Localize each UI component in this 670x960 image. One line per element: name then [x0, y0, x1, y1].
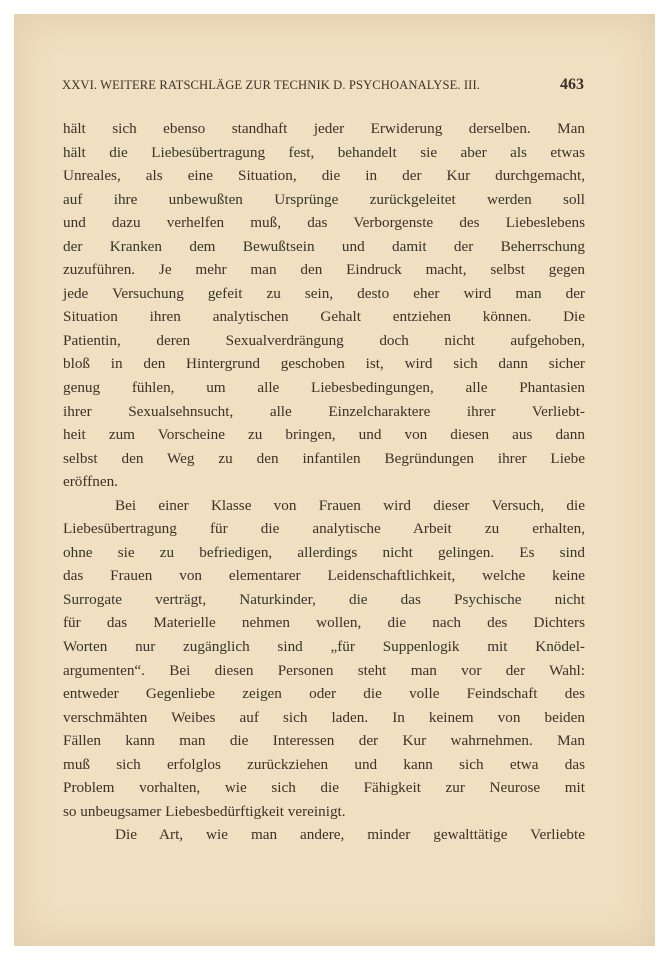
- paragraph: [63, 823, 585, 847]
- text-line: eröffnen.: [63, 473, 118, 491]
- text-line: hält die Liebesübertragung fest, behandelt sie aber als etwas: [63, 143, 585, 161]
- text-line: entweder Gegenliebe zeigen oder die volle Feindschaft des: [63, 685, 585, 703]
- paragraph: [63, 117, 585, 494]
- paragraph: [63, 494, 585, 824]
- text-line: Bei einer Klasse von Frauen wird dieser Versuch, die: [115, 496, 585, 514]
- book-page: [14, 14, 655, 946]
- text-line: verschmähten Weibes auf sich laden. In keinem von beiden: [63, 708, 585, 726]
- text-line: das Frauen von elementarer Leidenschaftlichkeit, welche keine: [63, 567, 585, 585]
- text-line: Surrogate verträgt, Naturkinder, die das Psychische nicht: [63, 590, 585, 608]
- running-head: [62, 76, 584, 94]
- text-line: bloß in den Hintergrund geschoben ist, wird sich dann sicher: [63, 355, 585, 373]
- text-line: Unreales, als eine Situation, die in der Kur durchgemacht,: [63, 167, 585, 185]
- text-line: argumenten“. Bei diesen Personen steht man vor der Wahl:: [63, 661, 585, 679]
- body-text: [63, 117, 585, 847]
- text-line: Worten nur zugänglich sind „für Suppenlogik mit Knödel-: [63, 638, 585, 656]
- text-line: Liebesübertragung für die analytische Arbeit zu erhalten,: [63, 520, 585, 538]
- text-line: Situation ihren analytischen Gehalt entziehen können. Die: [63, 308, 585, 326]
- text-line: muß sich erfolglos zurückziehen und kann sich etwa das: [63, 755, 585, 773]
- page-number: 463: [560, 76, 584, 93]
- text-line: und dazu verhelfen muß, das Verborgenste des Liebeslebens: [63, 214, 585, 232]
- text-line: für das Materielle nehmen wollen, die nach des Dichters: [63, 614, 585, 632]
- text-line: hält sich ebenso standhaft jeder Erwiderung derselben. Man: [63, 120, 585, 137]
- text-line: Patientin, deren Sexualverdrängung doch nicht aufgehoben,: [63, 331, 585, 349]
- text-line: genug fühlen, um alle Liebesbedingungen, alle Phantasien: [63, 379, 585, 397]
- text-line: jede Versuchung gefeit zu sein, desto eher wird man der: [63, 284, 585, 302]
- text-line: Die Art, wie man andere, minder gewalttätige Verliebte: [115, 826, 585, 844]
- text-line: der Kranken dem Bewußtsein und damit der Beherrschung: [63, 237, 585, 255]
- text-line: Fällen kann man die Interessen der Kur wahrnehmen. Man: [63, 732, 585, 750]
- text-line: so unbeugsamer Liebesbedürftigkeit vereinigt.: [63, 802, 346, 820]
- running-head-title: XXVI. WEITERE RATSCHLÄGE ZUR TECHNIK D. PSYCHOANALYSE. III.: [62, 78, 480, 92]
- text-line: ohne sie zu befriedigen, allerdings nicht gelingen. Es sind: [63, 543, 585, 561]
- text-line: selbst den Weg zu den infantilen Begründungen ihrer Liebe: [63, 449, 585, 467]
- text-line: auf ihre unbewußten Ursprünge zurückgeleitet werden soll: [63, 190, 585, 208]
- text-line: ihrer Sexualsehnsucht, alle Einzelcharaktere ihrer Verliebt-: [63, 402, 585, 420]
- text-line: heit zum Vorscheine zu bringen, und von diesen aus dann: [63, 426, 585, 444]
- text-line: zuzuführen. Je mehr man den Eindruck macht, selbst gegen: [63, 261, 585, 279]
- text-line: Problem vorhalten, wie sich die Fähigkeit zur Neurose mit: [63, 779, 585, 797]
